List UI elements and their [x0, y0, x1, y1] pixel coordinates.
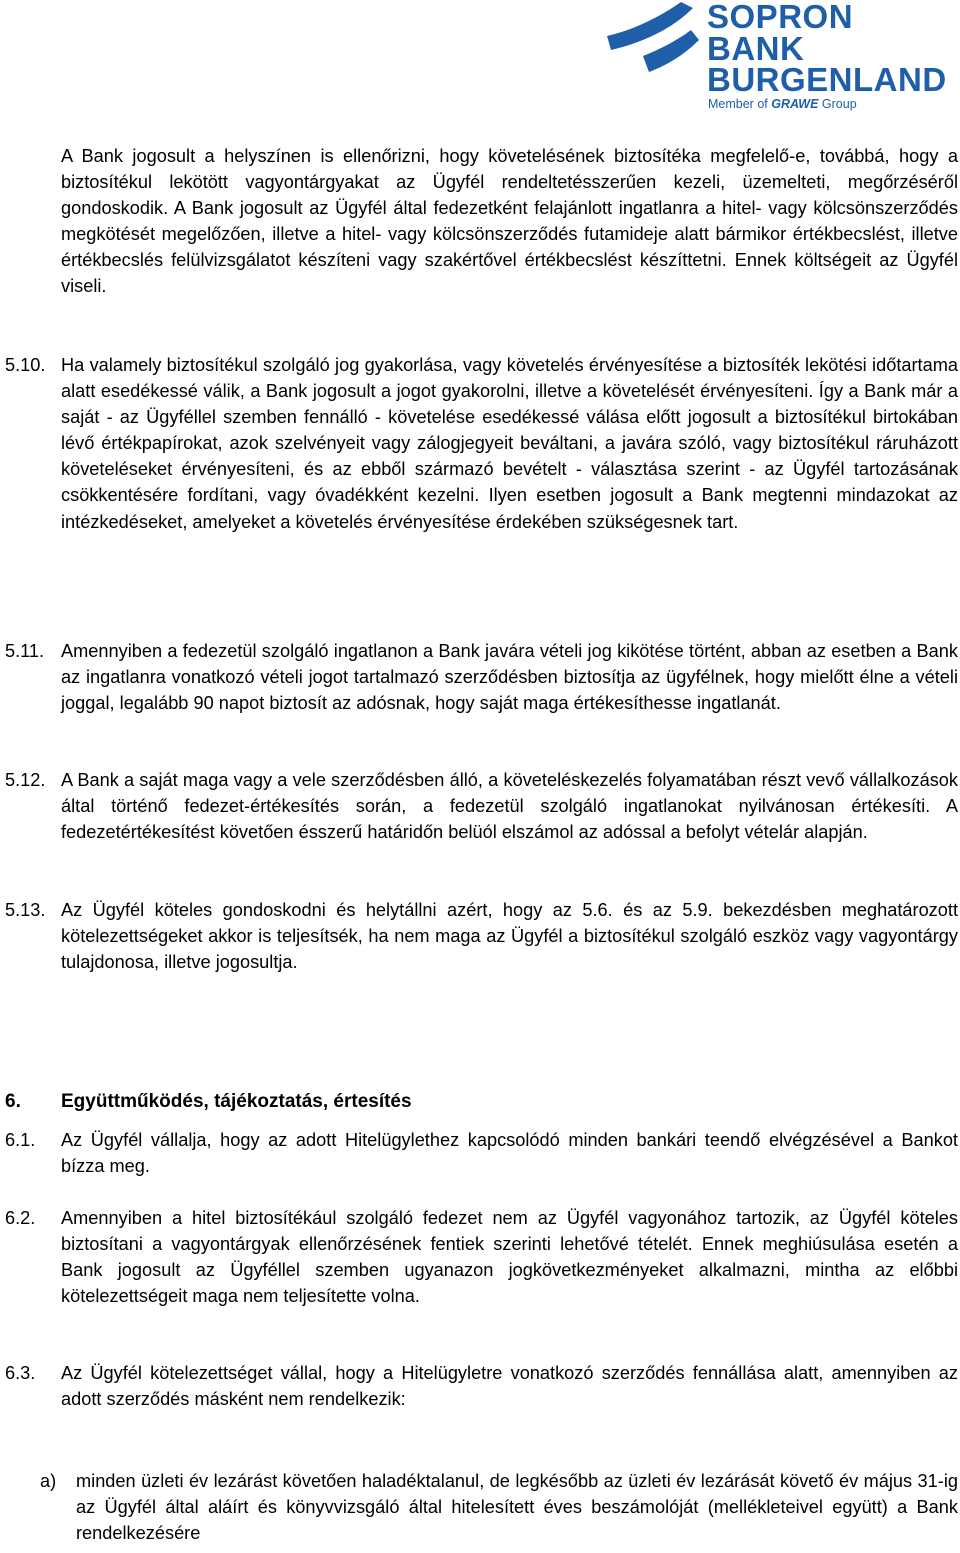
clause-number: 6.1. [5, 1130, 36, 1150]
intro-paragraph: A Bank jogosult a helyszínen is ellenőrizni, hogy követelésének biztosítéka megfelelő-e, továbbá, hogy a biztosítékul lekötött vagyontárgyakat az Ügyfél rendeltetésszerűen kezeli, üzemelteti, megőrzéséről gondoskodik. A Bank jogosult az Ügyfél által fedezetként felajánlott ingatlanra a hitel- vagy kölcsönszerződés megkötését megelőzően, illetve a hitel- vagy kölcsönszerződés futamideje alatt bármikor értékbecslést, illetve értékbecslés felülvizsgálatot készíteni vagy szakértővel értékbecslést készíttetni. Ennek költségeit az Ügyfél viseli. [61, 146, 958, 297]
section-title: Együttműködés, tájékoztatás, értesítés [61, 1091, 412, 1112]
clause-6-2 [5, 1205, 958, 1309]
clause-text: Az Ügyfél köteles gondoskodni és helytállni azért, hogy az 5.6. és az 5.9. bekezdésben meghatározott kötelezettségeket akkor is teljesítsék, ha nem maga az Ügyfél a biztosítékul szolgáló eszköz vagy vagyontárgy tulajdonosa, illetve jogosultja. [61, 900, 958, 973]
logo-line-1: SOPRON [707, 0, 854, 35]
section-number: 6. [5, 1091, 21, 1112]
clause-text: Az Ügyfél vállalja, hogy az adott Hitelügylethez kapcsolódó minden bankári teendő elvégzésével a Bankot bízza meg. [61, 1130, 958, 1177]
clause-number: 5.13. [5, 900, 46, 920]
clause-number: 5.11. [5, 641, 45, 661]
clause-text: Az Ügyfél kötelezettséget vállal, hogy a Hitelügyletre vonatkozó szerződés fennállása alatt, amennyiben az adott szerződés másként nem rendelkezik: [61, 1363, 958, 1410]
clause-5-11 [5, 638, 958, 716]
logo-member-tagline: Member of GRAWE Group [708, 97, 857, 111]
clause-6-3 [5, 1360, 958, 1412]
clause-text: Amennyiben a fedezetül szolgáló ingatlanon a Bank javára vételi jog kikötése történt, abban az esetben a Bank az ingatlanra vonatkozó vételi jogot tartalmazó szerződésben biztosítja az ügyfélnek, hogy mielőtt élne a vételi joggal, legalább 90 napot biztosít az adósnak, hogy saját maga értékesíthesse ingatlanát. [61, 641, 958, 714]
clause-5-13 [5, 897, 958, 975]
clause-number: 5.10. [5, 355, 46, 375]
clause-number: 6.3. [5, 1363, 36, 1383]
clause-text: Ha valamely biztosítékul szolgáló jog gyakorlása, vagy követelés érvényesítése a biztosíték lekötési időtartama alatt esedékessé válik, a Bank jogosult a jogot gyakorolni, illetve a követelését érvényesíteni. Így a Bank már a saját - az Ügyféllel szemben fennálló - követelése esedékessé válása előtt jogosult a biztosítékul birtokában lévő értékpapírokat, azok szelvényeit vagy zálogjegyeit beváltani, a javára szóló, vagy biztosítékul ráruházott követeléseket érvényesíteni, és az ebből származó bevételt - választása szerint - az Ügyfél tartozásának csökkentésére fordítani, vagy óvadékként kezelni. Ilyen esetben jogosult a Bank megtenni mindazokat az intézkedéseket, amelyeket a követelés érvényesítése érdekében szükségesnek tart. [61, 355, 958, 532]
clause-number: 6.2. [5, 1208, 36, 1228]
sub-item-text: minden üzleti év lezárást követően haladéktalanul, de legkésőbb az üzleti év lezárását követő év május 31-ig az Ügyfél által aláírt és könyvvizsgáló által hitelesített éves beszámolóját (mellékleteivel együtt) a Bank rendelkezésére [76, 1471, 958, 1544]
clause-number: 5.12. [5, 770, 46, 790]
clause-6-1 [5, 1127, 958, 1179]
sub-item-marker: a) [40, 1471, 57, 1491]
section-heading [5, 1089, 412, 1115]
logo-line-2: BANK [707, 30, 805, 67]
bank-logo [603, 0, 947, 115]
clause-5-12 [5, 767, 958, 845]
sub-item-a [40, 1468, 958, 1546]
logo-mark-icon [603, 0, 703, 80]
logo-line-3: BURGENLAND [707, 61, 947, 98]
clause-text: A Bank a saját maga vagy a vele szerződésben álló, a követeléskezelés folyamatában részt vevő vállalkozások által történő fedezet-értékesítés során, a fedezetül szolgáló ingatlanokat nyilvánosan értékesíti. A fedezetértékesítést követően ésszerű határidőn belüól elszámol az adóssal a befolyt vételár alapján. [61, 770, 958, 843]
clause-5-10 [5, 352, 958, 535]
clause-text: Amennyiben a hitel biztosítékául szolgáló fedezet nem az Ügyfél vagyonához tartozik, az Ügyfél köteles biztosítani a vagyontárgyak ellenőrzésének fentiek szerinti lehetővé tételét. Ennek meghiúsulása esetén a Bank jogosult az Ügyféllel szemben ugyanazon jogkövetkezményeket alkalmazni, mintha az előbbi kötelezettségeit maga nem teljesítette volna. [61, 1208, 958, 1307]
